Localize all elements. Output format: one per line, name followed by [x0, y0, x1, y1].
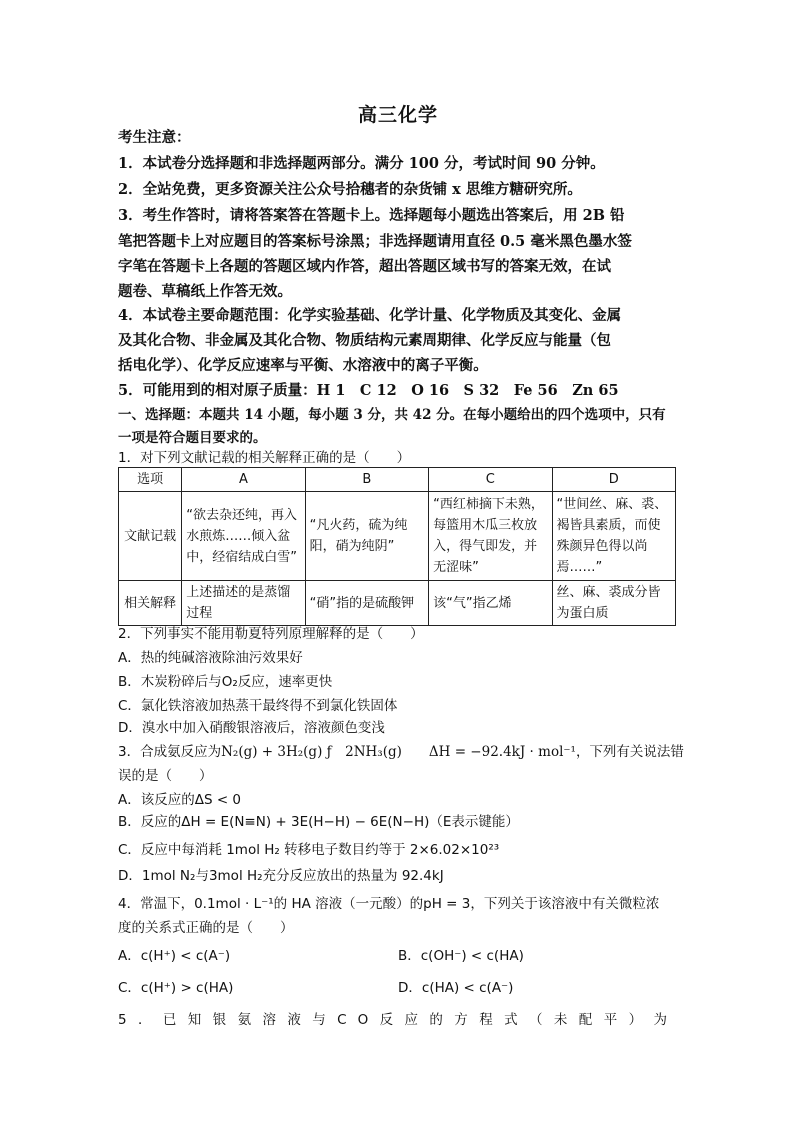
question-3-option-d: D．1mol N₂与3mol H₂充分反应放出的热量为 92.4kJ	[118, 868, 444, 884]
question-3-stem-pre: 3．合成氨反应为	[118, 744, 222, 760]
question-3-option-b: B．反应的ΔH = E(N≡N) + 3E(H−H) − 6E(N−H)（E表示键能）	[118, 814, 519, 830]
question-2-option-d: D．溴水中加入硝酸银溶液后，溶液颜色变浅	[118, 720, 385, 736]
question-4-stem-line-1: 4．常温下，0.1mol · L⁻¹的 HA 溶液（一元酸）的pH = 3，下列关于该溶液中有关微粒浓	[118, 896, 660, 912]
table-header-cell: D	[552, 468, 675, 492]
question-1-stem: 1．对下列文献记载的相关解释正确的是（ ）	[118, 450, 411, 466]
question-3-option-a: A．该反应的ΔS < 0	[118, 792, 242, 808]
notice-heading: 考生注意：	[118, 129, 191, 146]
notice-item-4-cont-2: 括电化学）、化学反应速率与平衡、水溶液中的离子平衡。	[118, 357, 488, 374]
table-cell: “凡火药，硫为纯阳，硝为纯阴”	[305, 492, 428, 581]
notice-item-5: 5．可能用到的相对原子质量：H 1 C 12 O 16 S 32 Fe 56 Zn 65	[118, 382, 619, 399]
table-cell: “欲去杂还纯，再入水煎炼……倾入盆中，经宿结成白雪”	[182, 492, 305, 581]
question-4-option-b: B．c(OH⁻) < c(HA)	[398, 948, 524, 964]
table-cell: “西红柿摘下未熟，每篮用木瓜三枚放入，得气即发，并无涩味”	[429, 492, 552, 581]
question-2-option-a: A．热的纯碱溶液除油污效果好	[118, 650, 303, 666]
table-cell: 该“气”指乙烯	[429, 581, 552, 626]
question-4-option-a: A．c(H⁺) < c(A⁻)	[118, 948, 231, 964]
section-heading-line-1: 一、选择题：本题共 14 小题，每小题 3 分，共 42 分。在每小题给出的四个选项中，只有	[118, 407, 666, 423]
section-heading-line-2: 一项是符合题目要求的。	[118, 430, 267, 446]
table-row-label: 相关解释	[119, 581, 182, 626]
notice-item-3-cont-3: 题卷、草稿纸上作答无效。	[118, 283, 292, 300]
question-3-stem-line-2: 误的是（ ）	[118, 768, 213, 784]
question-3-equation: N₂(g) + 3H₂(g) ƒ 2NH₃(g) ΔH = −92.4kJ · mol⁻¹	[221, 744, 576, 760]
table-header-row	[119, 468, 676, 492]
table-cell: “硝”指的是硫酸钾	[305, 581, 428, 626]
table-row	[119, 492, 676, 581]
table-header-cell: A	[182, 468, 305, 492]
table-header-cell: B	[305, 468, 428, 492]
table-row	[119, 581, 676, 626]
question-4-stem-line-2: 度的关系式正确的是（ ）	[118, 920, 294, 936]
page-title: 高三化学	[357, 104, 438, 126]
question-3-stem-post: ，下列有关说法错	[575, 744, 684, 760]
question-5-stem: 5．已知银氨溶液与CO反应的方程式（未配平）为	[118, 1012, 678, 1028]
table-header-cell: 选项	[119, 468, 182, 492]
notice-item-4-cont-1: 及其化合物、非金属及其化合物、物质结构元素周期律、化学反应与能量（包	[118, 332, 611, 349]
notice-item-4: 4．本试卷主要命题范围：化学实验基础、化学计量、化学物质及其变化、金属	[118, 307, 622, 324]
question-1-table	[118, 467, 676, 626]
question-3-option-c: C．反应中每消耗 1mol H₂ 转移电子数目约等于 2×6.02×10²³	[118, 842, 500, 858]
notice-item-2: 2．全站免费，更多资源关注公众号拾穗者的杂货铺 x 思维方糖研究所。	[118, 181, 582, 198]
question-3-stem	[118, 742, 684, 762]
question-2-option-c: C．氯化铁溶液加热蒸干最终得不到氯化铁固体	[118, 698, 398, 714]
notice-item-3: 3．考生作答时，请将答案答在答题卡上。选择题每小题选出答案后，用 2B 铅	[118, 207, 625, 224]
table-cell: 丝、麻、裘成分皆为蛋白质	[552, 581, 675, 626]
question-4-option-d: D．c(HA) < c(A⁻)	[398, 980, 514, 996]
question-2-stem: 2．下列事实不能用勒夏特列原理解释的是（ ）	[118, 626, 424, 642]
notice-item-3-cont-2: 字笔在答题卡上各题的答题区域内作答，超出答题区域书写的答案无效，在试	[118, 258, 611, 275]
question-2-option-b: B．木炭粉碎后与O₂反应，速率更快	[118, 674, 333, 690]
table-cell: 上述描述的是蒸馏过程	[182, 581, 305, 626]
table-cell: “世间丝、麻、裘、褐皆具素质，而使殊颜异色得以尚焉……”	[552, 492, 675, 581]
notice-item-3-cont-1: 笔把答题卡上对应题目的答案标号涂黑；非选择题请用直径 0.5 毫米黑色墨水签	[118, 233, 632, 250]
table-row-label: 文献记载	[119, 492, 182, 581]
notice-item-1: 1．本试卷分选择题和非选择题两部分。满分 100 分，考试时间 90 分钟。	[118, 155, 605, 172]
question-4-option-c: C．c(H⁺) > c(HA)	[118, 980, 234, 996]
table-header-cell: C	[429, 468, 552, 492]
